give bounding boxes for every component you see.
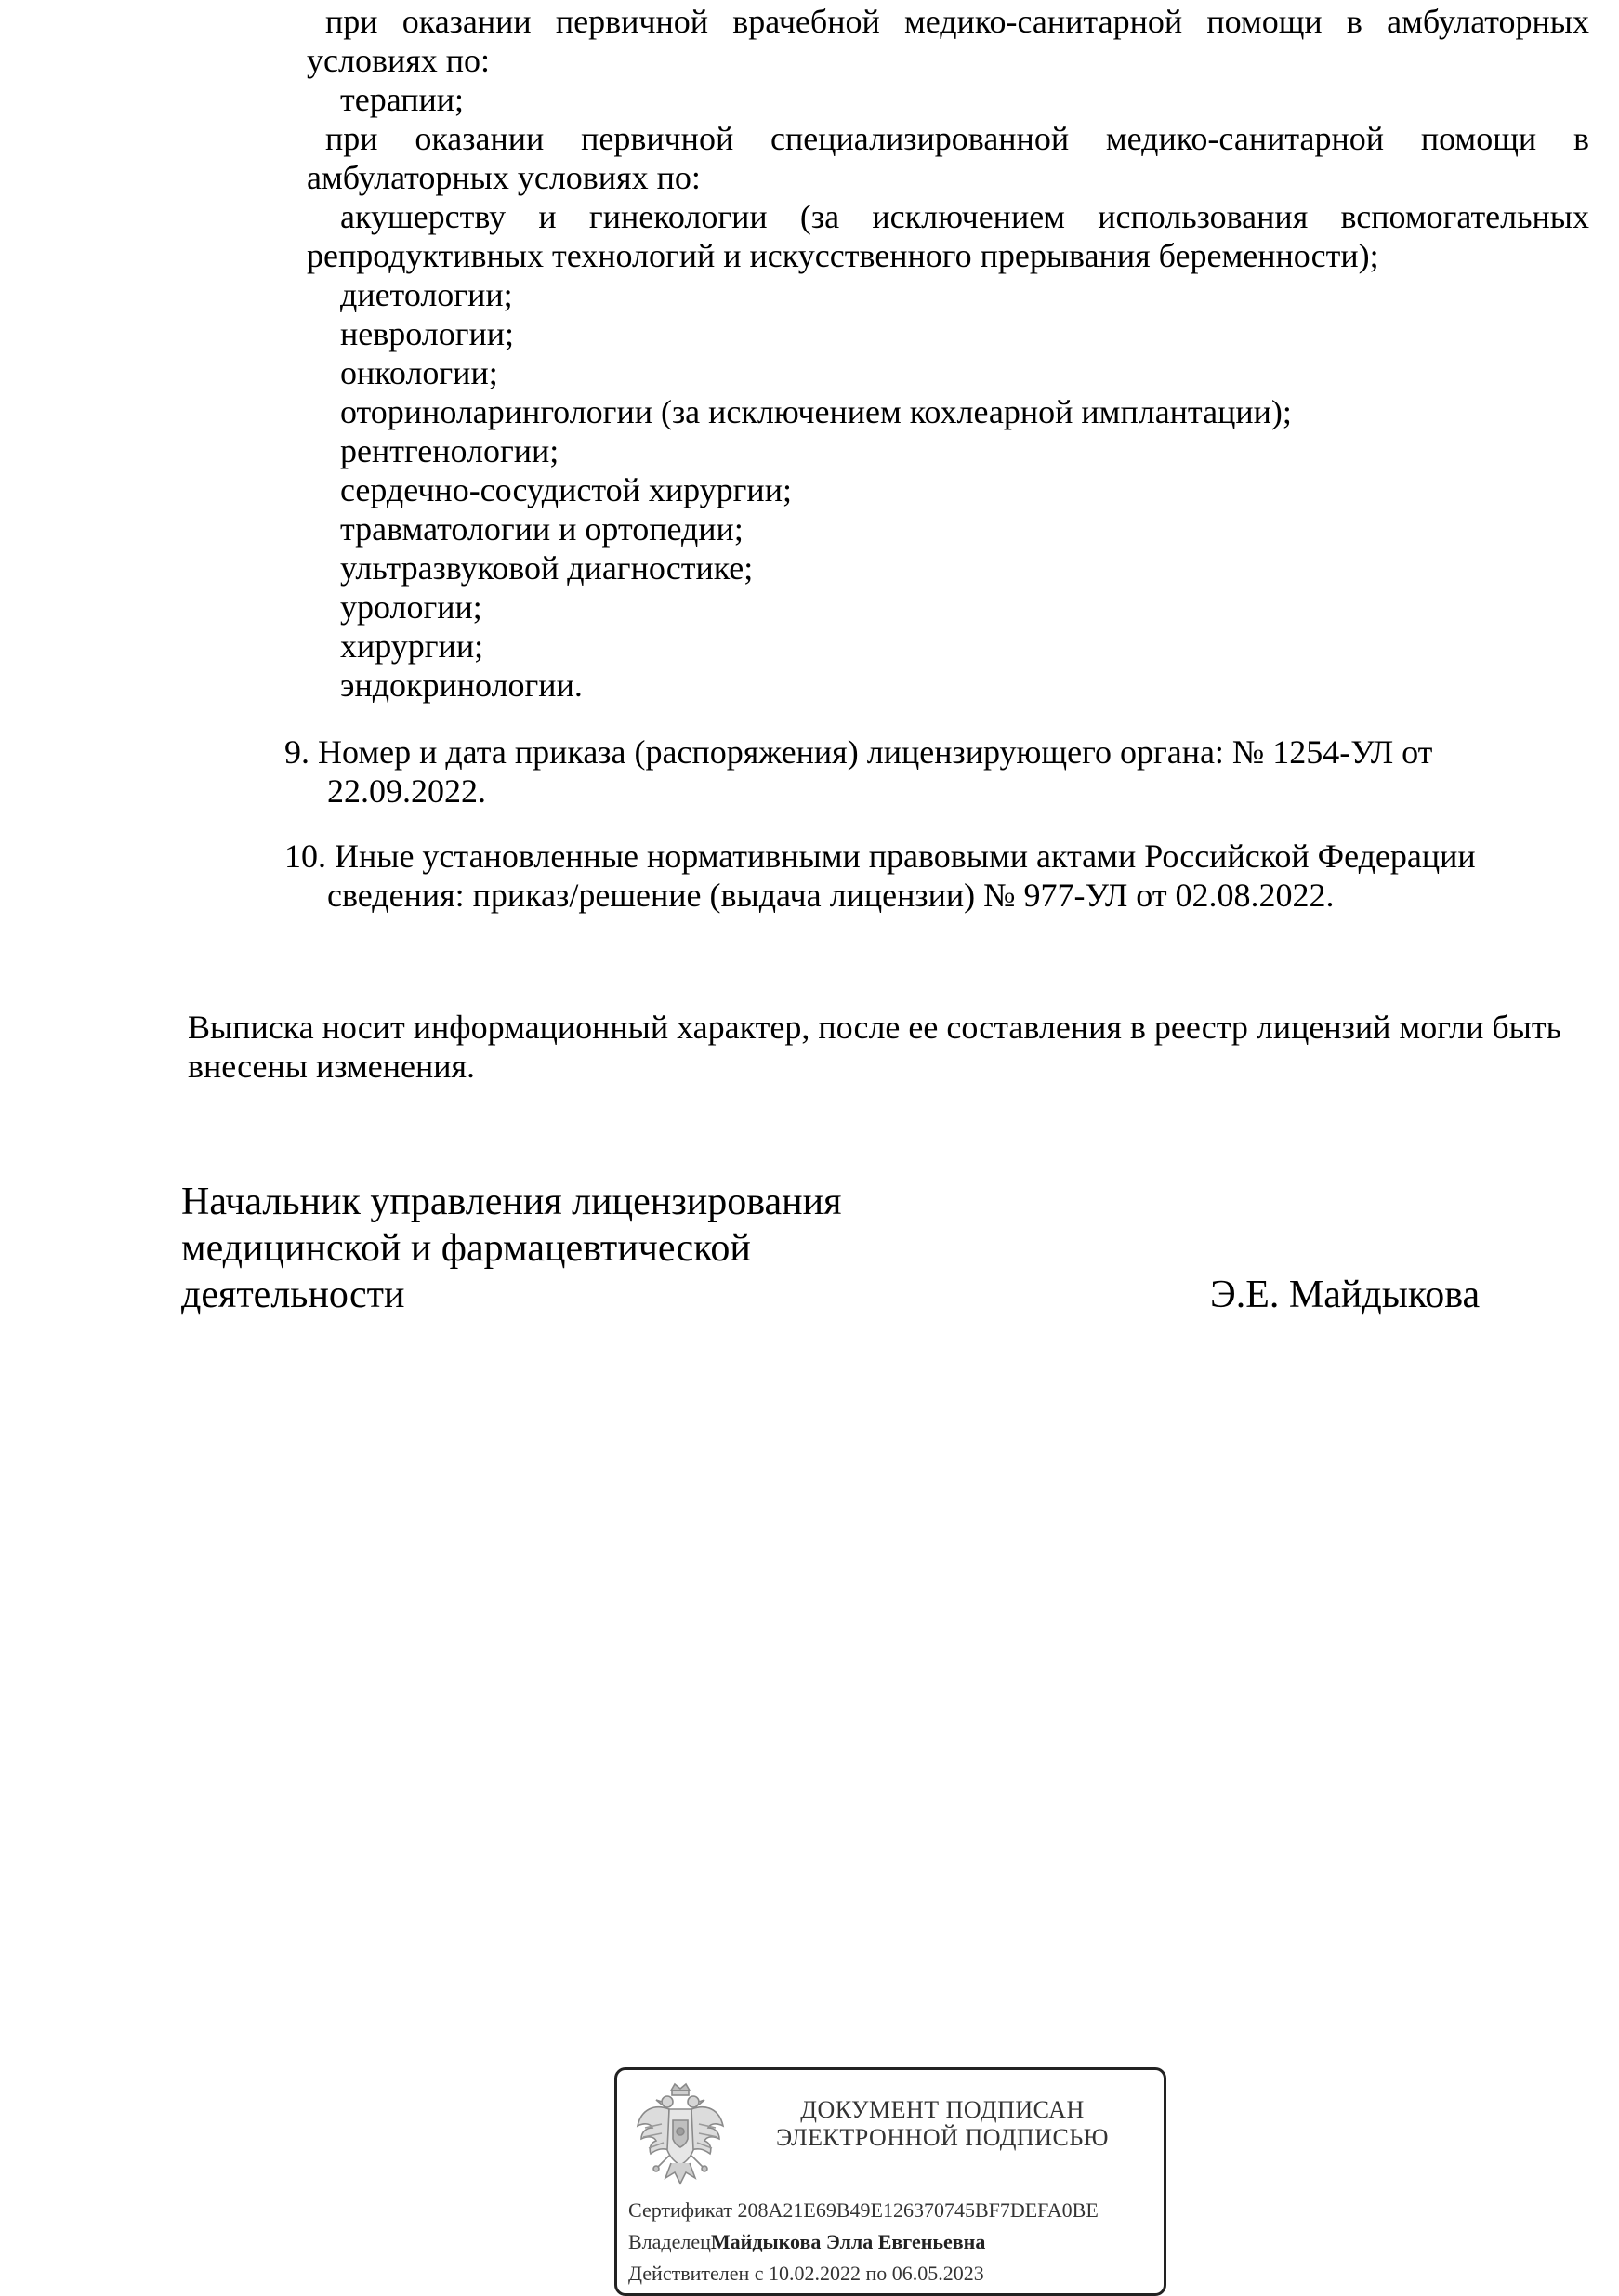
- service-item-cardiovascular-surgery: сердечно-сосудистой хирургии;: [340, 471, 792, 508]
- electronic-signature-stamp: [614, 2067, 1166, 2296]
- service-item-oncology: онкологии;: [340, 354, 498, 391]
- stamp-certificate: [628, 2198, 1099, 2223]
- primary-care-intro-line1: при оказании первичной врачебной медико-санитарной помощи в амбулаторных: [325, 3, 1589, 40]
- stamp-certificate-value: 208A21E69B49E126370745BF7DEFA0BE: [737, 2198, 1099, 2222]
- stamp-owner-label: Владелец: [628, 2230, 711, 2253]
- specialized-care-intro-line1: при оказании первичной специализированной медико-санитарной помощи в: [325, 120, 1589, 157]
- stamp-certificate-label: Сертификат: [628, 2198, 732, 2222]
- signer-title-line1: Начальник управления лицензирования: [181, 1181, 842, 1223]
- service-item-obstetrics: [307, 197, 1589, 275]
- informational-note-line2: внесены изменения.: [188, 1048, 476, 1085]
- item-9-order: [284, 732, 1432, 811]
- item-10-other-info: [284, 837, 1476, 915]
- stamp-title-line2: ЭЛЕКТРОННОЙ ПОДПИСЬЮ: [776, 2124, 1109, 2151]
- stamp-title-line1: ДОКУМЕНТ ПОДПИСАН: [800, 2096, 1085, 2123]
- coat-of-arms-icon: [634, 2081, 727, 2189]
- signer-title: [181, 1179, 841, 1318]
- service-item-traumatology: травматологии и ортопедии;: [340, 510, 744, 548]
- service-item-urology: урологии;: [340, 588, 482, 626]
- stamp-validity: Действителен с 10.02.2022 по 06.05.2023: [628, 2262, 984, 2285]
- primary-care-intro-line2: условиях по:: [307, 42, 491, 79]
- specialized-care-intro-line2: амбулаторных условиях по:: [307, 159, 701, 196]
- stamp-title: [757, 2096, 1128, 2152]
- item-10-line1: 10. Иные установленные нормативными правовыми актами Российской Федерации: [284, 838, 1476, 875]
- informational-note: [188, 1008, 1591, 1086]
- service-item-endocrinology: эндокринологии.: [340, 666, 583, 704]
- service-item-therapy: терапии;: [340, 81, 465, 118]
- service-item-dietology: диетологии;: [340, 276, 513, 313]
- service-item-obstetrics-line2: репродуктивных технологий и искусственного прерывания беременности);: [307, 237, 1379, 274]
- service-item-surgery: хирургии;: [340, 627, 484, 665]
- signer-title-line2: медицинской и фармацевтической: [181, 1227, 751, 1270]
- signer-name: Э.Е. Майдыкова: [1210, 1273, 1481, 1316]
- services-list: [307, 2, 1589, 705]
- signer-title-line3: деятельности: [181, 1273, 405, 1316]
- service-item-radiology: рентгенологии;: [340, 432, 559, 469]
- service-item-otolaryngology: оториноларингологии (за исключением кохлеарной имплантации);: [340, 393, 1292, 430]
- primary-care-intro: [307, 2, 1589, 80]
- stamp-owner-value: Майдыкова Элла Евгеньевна: [710, 2230, 986, 2253]
- item-10-line2: сведения: приказ/решение (выдача лицензии) № 977-УЛ от 02.08.2022.: [327, 877, 1335, 914]
- item-9-line1: 9. Номер и дата приказа (распоряжения) лицензирующего органа: № 1254-УЛ от: [284, 733, 1433, 771]
- item-9-line2: 22.09.2022.: [327, 772, 486, 810]
- service-item-ultrasound: ультразвуковой диагностике;: [340, 549, 754, 587]
- specialized-care-intro: [307, 119, 1589, 197]
- service-item-neurology: неврологии;: [340, 315, 515, 352]
- service-item-obstetrics-line1: акушерству и гинекологии (за исключением использования вспомогательных: [340, 198, 1589, 235]
- stamp-owner: [628, 2230, 985, 2254]
- informational-note-line1: Выписка носит информационный характер, после ее составления в реестр лицензий могли быть: [188, 1009, 1562, 1046]
